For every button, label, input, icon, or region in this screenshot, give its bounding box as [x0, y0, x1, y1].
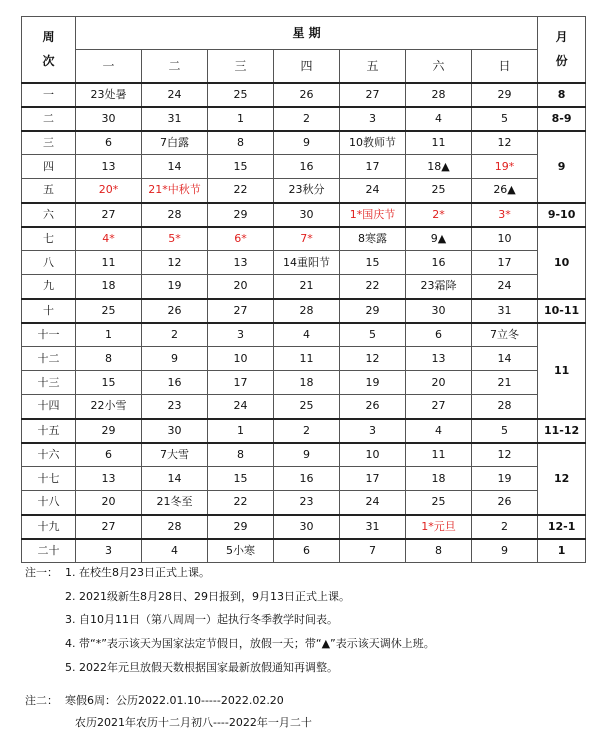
- day-cell: 9: [142, 347, 208, 371]
- weekday-header-cell: 二: [142, 50, 208, 83]
- day-cell: 10: [208, 347, 274, 371]
- month-header-top: 月: [555, 30, 568, 45]
- weekday-header-cell: 六: [406, 50, 472, 83]
- day-cell: 3: [340, 107, 406, 131]
- week-number-cell: 九: [22, 275, 76, 299]
- weekday-header-cell: 五: [340, 50, 406, 83]
- day-cell: 23霜降: [406, 275, 472, 299]
- day-cell: 6: [274, 539, 340, 563]
- day-cell: 19: [340, 371, 406, 395]
- month-column-header: [538, 17, 586, 83]
- day-cell: 7*: [274, 227, 340, 251]
- day-cell: 8寒露: [340, 227, 406, 251]
- day-cell: 26▲: [472, 179, 538, 203]
- weekday-header-cell: 日: [472, 50, 538, 83]
- day-cell: 8: [76, 347, 142, 371]
- note1-label: 注一：: [25, 566, 58, 579]
- month-header-bottom: 份: [555, 54, 568, 69]
- day-cell: 4: [274, 323, 340, 347]
- day-cell: 17: [340, 467, 406, 491]
- day-cell: 8: [208, 443, 274, 467]
- week-row: [22, 443, 586, 467]
- day-cell: 20*: [76, 179, 142, 203]
- day-cell: 27: [76, 515, 142, 539]
- week-row: [22, 371, 586, 395]
- day-cell: 2: [472, 515, 538, 539]
- day-cell: 26: [472, 491, 538, 515]
- week-number-cell: 十六: [22, 443, 76, 467]
- week-column-header: [22, 17, 76, 83]
- day-cell: 2*: [406, 203, 472, 227]
- day-cell: 13: [406, 347, 472, 371]
- day-cell: 13: [208, 251, 274, 275]
- day-cell: 23处暑: [76, 83, 142, 107]
- day-cell: 19: [142, 275, 208, 299]
- day-cell: 5: [340, 323, 406, 347]
- day-cell: 15: [76, 371, 142, 395]
- week-row: [22, 251, 586, 275]
- day-cell: 3: [208, 323, 274, 347]
- day-cell: 29: [340, 299, 406, 323]
- day-cell: 22小雪: [76, 395, 142, 419]
- day-cell: 28: [406, 83, 472, 107]
- day-cell: 13: [76, 467, 142, 491]
- day-cell: 26: [340, 395, 406, 419]
- day-cell: 19: [472, 467, 538, 491]
- day-cell: 1*国庆节: [340, 203, 406, 227]
- week-number-cell: 一: [22, 83, 76, 107]
- day-cell: 23秋分: [274, 179, 340, 203]
- day-cell: 21*中秋节: [142, 179, 208, 203]
- day-cell: 6*: [208, 227, 274, 251]
- week-row: [22, 131, 586, 155]
- day-cell: 30: [76, 107, 142, 131]
- day-cell: 18: [274, 371, 340, 395]
- day-cell: 14: [472, 347, 538, 371]
- week-row: [22, 275, 586, 299]
- day-cell: 27: [76, 203, 142, 227]
- month-cell: 11-12: [538, 419, 586, 443]
- day-cell: 5: [472, 419, 538, 443]
- month-cell: 11: [538, 323, 586, 419]
- week-number-cell: 十五: [22, 419, 76, 443]
- week-number-cell: 五: [22, 179, 76, 203]
- week-row: [22, 515, 586, 539]
- header-row-1: [22, 17, 586, 50]
- day-cell: 12: [340, 347, 406, 371]
- day-cell: 28: [472, 395, 538, 419]
- day-cell: 7立冬: [472, 323, 538, 347]
- day-cell: 11: [406, 443, 472, 467]
- weekday-header-cell: 一: [76, 50, 142, 83]
- day-cell: 30: [406, 299, 472, 323]
- day-cell: 6: [406, 323, 472, 347]
- day-cell: 11: [76, 251, 142, 275]
- week-row: [22, 179, 586, 203]
- day-cell: 2: [274, 419, 340, 443]
- calendar-body: [22, 17, 586, 563]
- week-number-cell: 二: [22, 107, 76, 131]
- month-cell: 12: [538, 443, 586, 515]
- week-row: [22, 467, 586, 491]
- day-cell: 4: [142, 539, 208, 563]
- week-row: [22, 395, 586, 419]
- day-cell: 9: [472, 539, 538, 563]
- week-number-cell: 六: [22, 203, 76, 227]
- weekday-header-cell: 三: [208, 50, 274, 83]
- day-cell: 31: [142, 107, 208, 131]
- day-cell: 23: [274, 491, 340, 515]
- day-cell: 22: [208, 491, 274, 515]
- day-cell: 13: [76, 155, 142, 179]
- day-cell: 7: [340, 539, 406, 563]
- week-row: [22, 347, 586, 371]
- day-cell: 3*: [472, 203, 538, 227]
- day-cell: 10教师节: [340, 131, 406, 155]
- day-cell: 30: [274, 515, 340, 539]
- day-cell: 8: [208, 131, 274, 155]
- day-cell: 16: [274, 155, 340, 179]
- week-number-cell: 十一: [22, 323, 76, 347]
- day-cell: 1: [76, 323, 142, 347]
- day-cell: 25: [406, 179, 472, 203]
- week-number-cell: 十九: [22, 515, 76, 539]
- day-cell: 2: [274, 107, 340, 131]
- day-cell: 16: [142, 371, 208, 395]
- day-cell: 29: [208, 203, 274, 227]
- week-row: [22, 203, 586, 227]
- day-cell: 18: [76, 275, 142, 299]
- day-cell: 1*元旦: [406, 515, 472, 539]
- day-cell: 11: [406, 131, 472, 155]
- day-cell: 28: [274, 299, 340, 323]
- week-row: [22, 419, 586, 443]
- day-cell: 7大雪: [142, 443, 208, 467]
- note2-item: 寒假6周：公历2022.01.10-----2022.02.20: [65, 694, 284, 707]
- day-cell: 24: [208, 395, 274, 419]
- week-number-cell: 十八: [22, 491, 76, 515]
- day-cell: 12: [142, 251, 208, 275]
- week-header-bottom: 次: [42, 54, 55, 69]
- day-cell: 18▲: [406, 155, 472, 179]
- day-cell: 24: [340, 491, 406, 515]
- day-cell: 21: [274, 275, 340, 299]
- weekday-title: 星 期: [76, 17, 538, 50]
- week-row: [22, 107, 586, 131]
- day-cell: 6: [76, 443, 142, 467]
- day-cell: 29: [472, 83, 538, 107]
- day-cell: 16: [406, 251, 472, 275]
- day-cell: 1: [208, 419, 274, 443]
- month-cell: 8: [538, 83, 586, 107]
- note2-label: 注二：: [25, 694, 58, 707]
- note1-item: 4. 带“*”表示该天为国家法定节假日，放假一天；带“▲”表示该天调休上班。: [65, 637, 435, 650]
- week-row: [22, 539, 586, 563]
- day-cell: 23: [142, 395, 208, 419]
- week-number-cell: 十四: [22, 395, 76, 419]
- week-row: [22, 323, 586, 347]
- week-header-top: 周: [42, 30, 55, 45]
- day-cell: 8: [406, 539, 472, 563]
- day-cell: 3: [76, 539, 142, 563]
- day-cell: 9: [274, 131, 340, 155]
- day-cell: 14重阳节: [274, 251, 340, 275]
- day-cell: 28: [142, 203, 208, 227]
- week-number-cell: 十三: [22, 371, 76, 395]
- day-cell: 15: [340, 251, 406, 275]
- weekday-header-row: [22, 50, 586, 83]
- school-calendar-table: [21, 16, 586, 563]
- day-cell: 16: [274, 467, 340, 491]
- day-cell: 29: [208, 515, 274, 539]
- note2-item: 农历2021年农历十二月初八----2022年一月二十: [75, 716, 312, 729]
- week-row: [22, 83, 586, 107]
- note1-item: 5. 2022年元旦放假天数根据国家最新放假通知再调整。: [65, 661, 338, 674]
- day-cell: 6: [76, 131, 142, 155]
- day-cell: 27: [340, 83, 406, 107]
- day-cell: 25: [76, 299, 142, 323]
- day-cell: 1: [208, 107, 274, 131]
- note1-item: 1. 在校生8月23日正式上课。: [65, 566, 210, 579]
- day-cell: 22: [208, 179, 274, 203]
- day-cell: 9▲: [406, 227, 472, 251]
- day-cell: 18: [406, 467, 472, 491]
- day-cell: 10: [340, 443, 406, 467]
- day-cell: 7白露: [142, 131, 208, 155]
- day-cell: 2: [142, 323, 208, 347]
- week-row: [22, 299, 586, 323]
- month-cell: 10-11: [538, 299, 586, 323]
- day-cell: 4: [406, 419, 472, 443]
- day-cell: 26: [274, 83, 340, 107]
- day-cell: 11: [274, 347, 340, 371]
- day-cell: 29: [76, 419, 142, 443]
- day-cell: 17: [208, 371, 274, 395]
- week-number-cell: 十七: [22, 467, 76, 491]
- day-cell: 25: [208, 83, 274, 107]
- day-cell: 24: [472, 275, 538, 299]
- day-cell: 15: [208, 155, 274, 179]
- day-cell: 28: [142, 515, 208, 539]
- day-cell: 22: [340, 275, 406, 299]
- week-row: [22, 155, 586, 179]
- day-cell: 20: [76, 491, 142, 515]
- month-cell: 1: [538, 539, 586, 563]
- day-cell: 30: [142, 419, 208, 443]
- week-number-cell: 十: [22, 299, 76, 323]
- note1-item: 2. 2021级新生8月28日、29日报到，9月13日正式上课。: [65, 590, 350, 603]
- day-cell: 4*: [76, 227, 142, 251]
- day-cell: 3: [340, 419, 406, 443]
- day-cell: 31: [472, 299, 538, 323]
- day-cell: 5: [472, 107, 538, 131]
- day-cell: 25: [274, 395, 340, 419]
- day-cell: 24: [340, 179, 406, 203]
- week-row: [22, 227, 586, 251]
- day-cell: 10: [472, 227, 538, 251]
- day-cell: 5*: [142, 227, 208, 251]
- day-cell: 15: [208, 467, 274, 491]
- month-cell: 9: [538, 131, 586, 203]
- day-cell: 24: [142, 83, 208, 107]
- week-number-cell: 四: [22, 155, 76, 179]
- day-cell: 27: [406, 395, 472, 419]
- week-number-cell: 八: [22, 251, 76, 275]
- day-cell: 20: [406, 371, 472, 395]
- week-number-cell: 十二: [22, 347, 76, 371]
- week-row: [22, 491, 586, 515]
- weekday-header-cell: 四: [274, 50, 340, 83]
- day-cell: 25: [406, 491, 472, 515]
- week-number-cell: 七: [22, 227, 76, 251]
- day-cell: 12: [472, 131, 538, 155]
- day-cell: 21冬至: [142, 491, 208, 515]
- week-number-cell: 二十: [22, 539, 76, 563]
- day-cell: 5小寒: [208, 539, 274, 563]
- month-cell: 8-9: [538, 107, 586, 131]
- day-cell: 20: [208, 275, 274, 299]
- note1-item: 3. 自10月11日（第八周周一）起执行冬季教学时间表。: [65, 613, 338, 626]
- day-cell: 26: [142, 299, 208, 323]
- month-cell: 10: [538, 227, 586, 299]
- day-cell: 4: [406, 107, 472, 131]
- day-cell: 19*: [472, 155, 538, 179]
- day-cell: 14: [142, 155, 208, 179]
- month-cell: 12-1: [538, 515, 586, 539]
- week-number-cell: 三: [22, 131, 76, 155]
- day-cell: 31: [340, 515, 406, 539]
- day-cell: 17: [340, 155, 406, 179]
- day-cell: 27: [208, 299, 274, 323]
- day-cell: 30: [274, 203, 340, 227]
- day-cell: 14: [142, 467, 208, 491]
- day-cell: 21: [472, 371, 538, 395]
- day-cell: 9: [274, 443, 340, 467]
- day-cell: 17: [472, 251, 538, 275]
- month-cell: 9-10: [538, 203, 586, 227]
- day-cell: 12: [472, 443, 538, 467]
